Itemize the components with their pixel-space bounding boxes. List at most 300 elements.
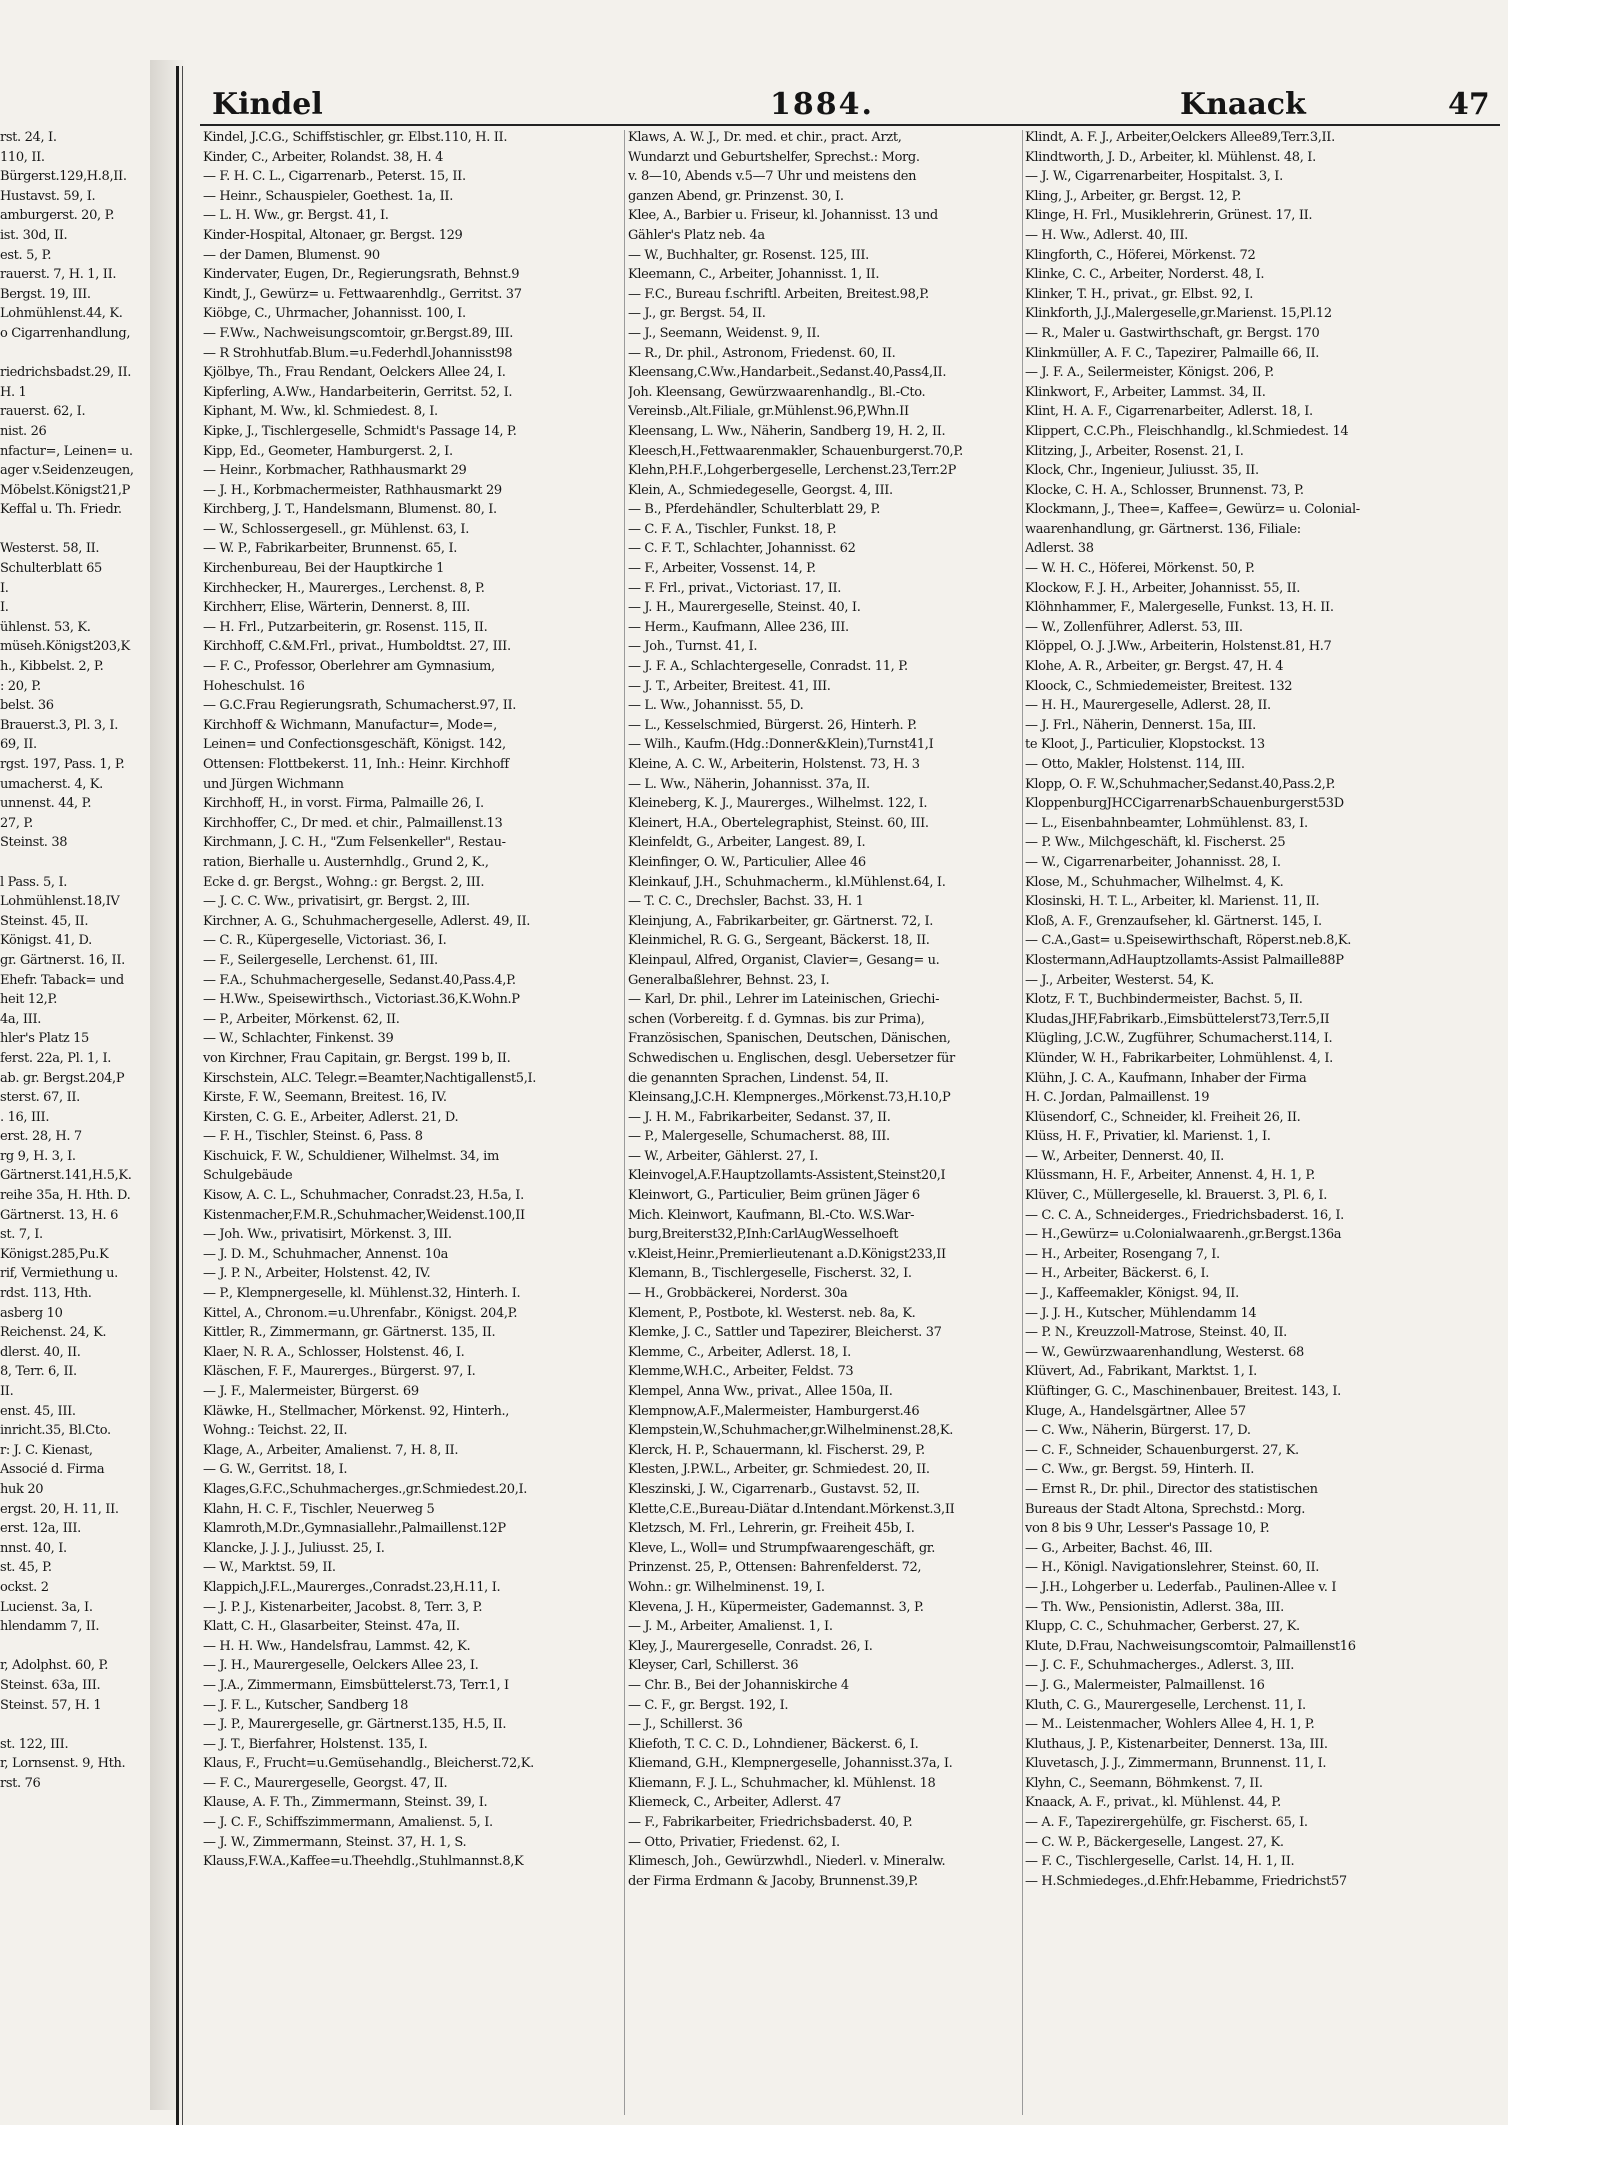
header-year: 1884. [770, 87, 874, 122]
directory-entry-line: — H., Arbeiter, Rosengang 7, I. [1025, 1246, 1220, 1262]
directory-entry-line: Kläwke, H., Stellmacher, Mörkenst. 92, Hinterh., [203, 1403, 510, 1419]
directory-entry-line: st. 7, I. [0, 1227, 43, 1243]
directory-column-1 [203, 128, 623, 1872]
directory-entry-line: — J. H., Maurergeselle, Oelckers Allee 23, I. [203, 1658, 479, 1674]
directory-entry-line: — J. T., Bierfahrer, Holstenst. 135, I. [203, 1736, 428, 1752]
directory-entry-line: — J., Kaffeemakler, Königst. 94, II. [1025, 1286, 1239, 1302]
directory-entry-line: nfactur=, Leinen= u. [0, 443, 133, 459]
directory-entry-line: Klinge, H. Frl., Musiklehrerin, Grünest. 17, II. [1025, 208, 1313, 224]
directory-entry-line: Klimesch, Joh., Gewürzwhdl., Niederl. v. Mineralw. [628, 1854, 946, 1870]
directory-entry-line: Kirchhoff, C.&M.Frl., privat., Humboldtst. 27, III. [203, 639, 511, 655]
directory-entry-line: Kleine, A. C. W., Arbeiterin, Holstenst. 73, H. 3 [628, 757, 920, 772]
directory-entry-line: Kleinfinger, O. W., Particulier, Allee 46 [628, 854, 866, 870]
directory-entry-line: belst. 36 [0, 698, 54, 714]
directory-entry-line: — F.C., Bureau f.schriftl. Arbeiten, Breitest.98,P. [628, 286, 929, 302]
directory-entry-line: — Wilh., Kaufm.(Hdg.:Donner&Klein),Turnst41,I [628, 737, 934, 753]
directory-entry-line: — W., Arbeiter, Gählerst. 27, I. [628, 1148, 818, 1164]
directory-entry-line: — G. W., Gerritst. 18, I. [203, 1462, 348, 1478]
directory-entry-line: Klemann, B., Tischlergeselle, Fischerst. 32, I. [628, 1266, 912, 1282]
directory-entry-line: Kloß, A. F., Grenzaufseher, kl. Gärtnerst. 145, I. [1025, 913, 1322, 929]
directory-entry-line: Klein, A., Schmiedegeselle, Georgst. 4, III. [628, 482, 893, 498]
directory-entry-line: — F., Fabrikarbeiter, Friedrichsbaderst. 40, P. [628, 1815, 913, 1831]
directory-entry-line: — J. H., Maurergeselle, Steinst. 40, I. [628, 600, 861, 616]
directory-entry-line: Königst.285,Pu.K [0, 1246, 109, 1262]
directory-entry-line: Wohng.: Teichst. 22, II. [203, 1423, 348, 1439]
directory-entry-line: dlerst. 40, II. [0, 1344, 81, 1360]
directory-entry-line: — W., Buchhalter, gr. Rosenst. 125, III. [628, 247, 869, 263]
directory-entry-line: rst. 76 [0, 1775, 41, 1791]
directory-entry-line: riedrichsbadst.29, II. [0, 365, 132, 381]
directory-entry-line [0, 520, 160, 540]
directory-entry-line: Klemme, C., Arbeiter, Adlerst. 18, I. [628, 1344, 851, 1360]
directory-entry-line: rg 9, H. 3, I. [0, 1148, 76, 1164]
directory-entry-line: — W. P., Fabrikarbeiter, Brunnenst. 65, I. [203, 541, 458, 557]
directory-entry-line: Klohe, A. R., Arbeiter, gr. Bergst. 47, H. 4 [1025, 659, 1284, 675]
header-rule [200, 124, 1500, 126]
directory-entry-line: I. [0, 580, 9, 596]
directory-entry-line: hlendamm 7, II. [0, 1619, 100, 1635]
directory-entry-line: h., Kibbelst. 2, P. [0, 659, 104, 675]
directory-entry-line: — C. F. A., Tischler, Funkst. 18, P. [628, 521, 837, 537]
directory-entry-line: KloppenburgJHCCigarrenarbSchauenburgerst53D [1025, 796, 1344, 812]
directory-entry-line: huk 20 [0, 1481, 44, 1497]
directory-entry-line: Klahn, H. C. F., Tischler, Neuerweg 5 [203, 1501, 435, 1517]
directory-entry-line: Kirchhecker, H., Maurerges., Lerchenst. 8, P. [203, 580, 485, 596]
directory-entry-line: Klindt, A. F. J., Arbeiter,Oelckers Allee89,Terr.3,II. [1025, 130, 1335, 145]
directory-entry-line: — H., Königl. Navigationslehrer, Steinst. 60, II. [1025, 1560, 1320, 1576]
directory-entry-line: — H., Grobbäckerei, Norderst. 30a [628, 1286, 848, 1302]
directory-entry-line: — F.Ww., Nachweisungscomtoir, gr.Bergst.89, III. [203, 325, 514, 341]
directory-entry-line: — H. H. Ww., Handelsfrau, Lammst. 42, K. [203, 1638, 471, 1654]
directory-entry-line: von 8 bis 9 Uhr, Lesser's Passage 10, P. [1025, 1521, 1270, 1537]
directory-entry-line: Ecke d. gr. Bergst., Wohng.: gr. Bergst. 2, III. [203, 874, 485, 890]
directory-entry-line: Vereinsb.,Alt.Filiale, gr.Mühlenst.96,P,Whn.II [628, 404, 909, 420]
directory-entry-line: — J. P. N., Arbeiter, Holstenst. 42, IV. [203, 1266, 431, 1282]
directory-entry-line: Kleemann, C., Arbeiter, Johannisst. 1, II. [628, 267, 880, 283]
directory-entry-line: Kittler, R., Zimmermann, gr. Gärtnerst. 135, II. [203, 1325, 496, 1341]
directory-entry-line: — C. Ww., Näherin, Bürgerst. 17, D. [1025, 1423, 1251, 1439]
directory-entry-line: Klempel, Anna Ww., privat., Allee 150a, II. [628, 1384, 893, 1399]
directory-entry-line: — Herm., Kaufmann, Allee 236, III. [628, 619, 849, 635]
directory-entry-line: Klappich,J.F.L.,Maurerges.,Conradst.23,H.11, I. [203, 1579, 501, 1595]
directory-entry-line: Klette,C.E.,Bureau-Diätar d.Intendant.Mörkenst.3,II [628, 1501, 955, 1517]
directory-entry-line: — L. Ww., Näherin, Johannisst. 37a, II. [628, 776, 870, 792]
directory-entry-line: Klint, H. A. F., Cigarrenarbeiter, Adlerst. 18, I. [1025, 404, 1313, 420]
directory-entry-line: rgst. 197, Pass. 1, P. [0, 757, 125, 772]
directory-entry-line: Kleinkauf, J.H., Schuhmacherm., kl.Mühlenst.64, I. [628, 874, 946, 890]
right-page-margin [1508, 0, 1600, 2177]
directory-entry-line: ergst. 20, H. 11, II. [0, 1501, 119, 1517]
directory-entry-line: Keffal u. Th. Friedr. [0, 502, 122, 518]
directory-entry-line: — W., Schlachter, Finkenst. 39 [203, 1031, 394, 1047]
directory-entry-line: Klemke, J. C., Sattler und Tapezirer, Bleicherst. 37 [628, 1325, 942, 1341]
directory-entry-line: Joh. Kleensang, Gewürzwaarenhandlg., Bl.-Cto. [628, 384, 926, 400]
directory-entry-line: — Heinr., Schauspieler, Goethest. 1a, II. [203, 188, 453, 204]
directory-entry-line: — J. W., Zimmermann, Steinst. 37, H. 1, S. [203, 1834, 467, 1850]
directory-entry-line: Wohn.: gr. Wilhelminenst. 19, I. [628, 1579, 825, 1595]
directory-entry-line: Klemme,W.H.C., Arbeiter, Feldst. 73 [628, 1364, 854, 1380]
directory-entry-line: Kinder, C., Arbeiter, Rolandst. 38, H. 4 [203, 149, 443, 165]
directory-entry-line: inricht.35, Bl.Cto. [0, 1423, 111, 1439]
directory-entry-line: erst. 28, H. 7 [0, 1129, 82, 1145]
directory-entry-line: te Kloot, J., Particulier, Klopstockst. 13 [1025, 737, 1265, 753]
directory-entry-line: rauerst. 62, I. [0, 404, 86, 420]
directory-entry-line: Ottensen: Flottbekerst. 11, Inh.: Heinr. Kirchhoff [203, 757, 509, 772]
directory-entry-line: müseh.Königst203,K [0, 639, 130, 655]
directory-entry-line [0, 344, 160, 364]
directory-entry-line: r: J. C. Kienast, [0, 1442, 93, 1458]
directory-entry-line: — M.. Leistenmacher, Wohlers Allee 4, H. 1, P. [1025, 1717, 1315, 1733]
directory-entry-line: st. 122, III. [0, 1736, 69, 1752]
directory-entry-line: Kirchner, A. G., Schuhmachergeselle, Adlerst. 49, II. [203, 913, 531, 929]
directory-entry-line: — J.H., Lohgerber u. Lederfab., Paulinen-Allee v. I [1025, 1579, 1337, 1595]
directory-entry-line: — F., Seilergeselle, Lerchenst. 61, III. [203, 952, 438, 968]
directory-entry-line: Kliemann, F. J. L., Schuhmacher, kl. Mühlenst. 18 [628, 1775, 936, 1791]
directory-entry-line: Klosinski, H. T. L., Arbeiter, kl. Marienst. 11, II. [1025, 894, 1320, 910]
directory-entry-line: — G., Arbeiter, Bachst. 46, III. [1025, 1540, 1213, 1556]
directory-entry-line: Klühn, J. C. A., Kaufmann, Inhaber der Firma [1025, 1070, 1307, 1086]
directory-entry-line: Klamroth,M.Dr.,Gymnasiallehr.,Palmaillenst.12P [203, 1521, 506, 1537]
directory-entry-line: 4a, III. [0, 1011, 42, 1027]
directory-entry-line: Gähler's Platz neb. 4a [628, 227, 765, 243]
directory-entry-line: Klaer, N. R. A., Schlosser, Holstenst. 46, I. [203, 1344, 465, 1360]
directory-entry-line: Kipferling, A.Ww., Handarbeiterin, Gerritst. 52, I. [203, 384, 513, 400]
directory-entry-line: Kleszinski, J. W., Cigarrenarb., Gustavst. 52, II. [628, 1481, 920, 1497]
directory-entry-line: l Pass. 5, I. [0, 874, 68, 890]
directory-entry-line: — C. W. P., Bäckergeselle, Langest. 27, K. [1025, 1834, 1284, 1850]
directory-entry-line: H. C. Jordan, Palmaillenst. 19 [1025, 1090, 1210, 1106]
directory-entry-line: v.Kleist,Heinr.,Premierlieutenant a.D.Königst233,II [628, 1246, 946, 1262]
directory-entry-line: burg,Breiterst32,P,Inh:CarlAugWesselhoeft [628, 1227, 899, 1243]
binding-gutter-line-inner [182, 66, 183, 2126]
directory-entry-line: Klippert, C.C.Ph., Fleischhandlg., kl.Schmiedest. 14 [1025, 423, 1349, 439]
directory-entry-line: nnst. 40, I. [0, 1540, 67, 1556]
directory-entry-line: Kleinert, H.A., Obertelegraphist, Steinst. 60, III. [628, 815, 929, 831]
directory-entry-line: Prinzenst. 25, P., Ottensen: Bahrenfelderst. 72, [628, 1560, 922, 1576]
directory-entry-line: — H. H., Maurergeselle, Adlerst. 28, II. [1025, 698, 1271, 714]
directory-entry-line: — H.Ww., Speisewirthsch., Victoriast.36,K.Wohn.P [203, 992, 520, 1008]
directory-entry-line: I. [0, 600, 9, 616]
directory-entry-line: — J. C. C. Ww., privatisirt, gr. Bergst. 2, III. [203, 894, 470, 910]
directory-entry-line: — B., Pferdehändler, Schulterblatt 29, P. [628, 502, 881, 518]
directory-entry-line: rauerst. 7, H. 1, II. [0, 267, 117, 283]
directory-entry-line: Kittel, A., Chronom.=u.Uhrenfabr., Königst. 204,P. [203, 1305, 518, 1321]
directory-entry-line: o Cigarrenhandlung, [0, 325, 131, 341]
directory-entry-line: Kirchhoff & Wichmann, Manufactur=, Mode=, [203, 717, 497, 733]
directory-entry-line: Wundarzt und Geburtshelfer, Sprechst.: Morg. [628, 149, 920, 165]
directory-entry-line: reihe 35a, H. Hth. D. [0, 1188, 131, 1204]
bottom-page-margin [0, 2125, 1600, 2177]
directory-entry-line: Klyhn, C., Seemann, Böhmkenst. 7, II. [1025, 1775, 1263, 1791]
directory-entry-line: — Joh. Ww., privatisirt, Mörkenst. 3, III. [203, 1227, 452, 1243]
directory-entry-line: 69, II. [0, 737, 37, 753]
directory-entry-line: — J. P. J., Kistenarbeiter, Jacobst. 8, Terr. 3, P. [203, 1599, 483, 1615]
directory-entry-line: — J. C. F., Schuhmacherges., Adlerst. 3, III. [1025, 1658, 1295, 1674]
directory-entry-line: Französischen, Spanischen, Deutschen, Dänischen, [628, 1031, 951, 1047]
directory-entry-line: Klaus, F., Frucht=u.Gemüsehandlg., Bleicherst.72,K. [203, 1756, 534, 1772]
page-header [200, 84, 1490, 126]
directory-entry-line: Kistenmacher,F.M.R.,Schuhmacher,Weidenst.100,II [203, 1207, 525, 1223]
directory-entry-line: Klügling, J.C.W., Zugführer, Schumacherst.114, I. [1025, 1031, 1333, 1047]
directory-entry-line: — T. C. C., Drechsler, Bachst. 33, H. 1 [628, 894, 864, 910]
directory-entry-line: — Joh., Turnst. 41, I. [628, 639, 758, 655]
directory-entry-line: — Chr. B., Bei der Johanniskirche 4 [628, 1677, 849, 1693]
directory-entry-line: — J. J. H., Kutscher, Mühlendamm 14 [1025, 1305, 1257, 1321]
directory-entry-line: — J. F. L., Kutscher, Sandberg 18 [203, 1697, 409, 1713]
directory-entry-line: — G.C.Frau Regierungsrath, Schumacherst.97, II. [203, 698, 517, 714]
directory-entry-line: r, Adolphst. 60, P. [0, 1658, 109, 1674]
directory-entry-line: — Otto, Privatier, Friedenst. 62, I. [628, 1834, 840, 1850]
directory-entry-line: erst. 12a, III. [0, 1521, 81, 1537]
directory-entry-line: — C. F. T., Schlachter, Johannisst. 62 [628, 541, 856, 557]
directory-entry-line: ab. gr. Bergst.204,P [0, 1070, 125, 1086]
directory-entry-line: — F. C., Tischlergeselle, Carlst. 14, H. 1, II. [1025, 1854, 1295, 1870]
directory-column-3 [1025, 128, 1500, 1891]
directory-entry-line: — F. C., Professor, Oberlehrer am Gymnasium, [203, 659, 495, 675]
page-number: 47 [1448, 87, 1490, 122]
directory-entry-line: — C. C. A., Schneiderges., Friedrichsbaderst. 16, I. [1025, 1207, 1344, 1223]
directory-entry-line: — J., Seemann, Weidenst. 9, II. [628, 325, 820, 341]
directory-entry-line: Klüss, H. F., Privatier, kl. Marienst. 1, I. [1025, 1129, 1271, 1145]
directory-entry-line: — Karl, Dr. phil., Lehrer im Lateinischen, Griechi- [628, 992, 940, 1008]
directory-entry-line: Klatt, C. H., Glasarbeiter, Steinst. 47a, II. [203, 1619, 460, 1635]
directory-entry-line: — J. F. A., Seilermeister, Königst. 206, P. [1025, 365, 1274, 381]
directory-entry-line: Kischuick, F. W., Schuldiener, Wilhelmst. 34, im [203, 1148, 499, 1164]
directory-entry-line: unnenst. 44, P. [0, 796, 92, 812]
directory-entry-line: II. [0, 1384, 14, 1399]
directory-entry-line: Schulterblatt 65 [0, 561, 102, 577]
directory-entry-line: — P., Malergeselle, Schumacherst. 88, III. [628, 1129, 890, 1145]
directory-entry-line: Klüver, C., Müllergeselle, kl. Brauerst. 3, Pl. 6, I. [1025, 1188, 1327, 1204]
directory-entry-line: — L., Eisenbahnbeamter, Lohmühlenst. 83, I. [1025, 815, 1308, 831]
directory-entry-line: Westerst. 58, II. [0, 541, 100, 557]
directory-entry-line: 27, P. [0, 815, 33, 831]
directory-entry-line: — Th. Ww., Pensionistin, Adlerst. 38a, III. [1025, 1599, 1284, 1615]
directory-entry-line: Lohmühlenst.44, K. [0, 306, 123, 322]
directory-entry-line: Klingforth, C., Höferei, Mörkenst. 72 [1025, 247, 1256, 263]
directory-entry-line: Klage, A., Arbeiter, Amalienst. 7, H. 8, II. [203, 1442, 459, 1458]
directory-entry-line: — C. F., Schneider, Schauenburgerst. 27, K. [1025, 1442, 1299, 1458]
directory-entry-line: — F., Arbeiter, Vossenst. 14, P. [628, 561, 816, 577]
directory-entry-line: Steinst. 45, II. [0, 913, 89, 929]
directory-entry-line: — C.A.,Gast= u.Speisewirthschaft, Röperst.neb.8,K. [1025, 933, 1352, 949]
directory-entry-line: nist. 26 [0, 423, 47, 439]
directory-entry-line: Klocke, C. H. A., Schlosser, Brunnenst. 73, P. [1025, 482, 1304, 498]
directory-entry-line: Klehn,P.H.F.,Lohgerbergeselle, Lerchenst.23,Terr.2P [628, 463, 956, 479]
directory-entry-line: Kindel, J.C.G., Schiffstischler, gr. Elbst.110, H. II. [203, 130, 508, 145]
directory-entry-line: — L. Ww., Johannisst. 55, D. [628, 698, 804, 714]
directory-entry-line: — J. G., Malermeister, Palmaillenst. 16 [1025, 1677, 1265, 1693]
directory-entry-line: — A. F., Tapezirergehülfe, gr. Fischerst. 65, I. [1025, 1815, 1308, 1831]
directory-entry-line: Kirchmann, J. C. H., "Zum Felsenkeller", Restau- [203, 835, 506, 851]
directory-entry-line: Klupp, C. C., Schuhmacher, Gerberst. 27, K. [1025, 1619, 1300, 1635]
directory-entry-line: Kjölbye, Th., Frau Rendant, Oelckers Allee 24, I. [203, 365, 506, 381]
directory-entry-line: Bergst. 19, III. [0, 286, 91, 302]
directory-entry-line: Klinkwort, F., Arbeiter, Lammst. 34, II. [1025, 384, 1266, 400]
directory-entry-line: — C. R., Küpergeselle, Victoriast. 36, I. [203, 933, 447, 949]
directory-entry-line: heit 12,P. [0, 992, 57, 1008]
directory-entry-line: — J., gr. Bergst. 54, II. [628, 306, 766, 322]
directory-column-cropped [0, 128, 160, 1793]
directory-entry-line: Steinst. 63a, III. [0, 1677, 101, 1693]
directory-entry-line: — W., Cigarrenarbeiter, Johannisst. 28, I. [1025, 854, 1281, 870]
directory-entry-line: Generalbaßlehrer, Behnst. 23, I. [628, 972, 830, 988]
directory-entry-line: — W., Gewürzwaarenhandlung, Westerst. 68 [1025, 1344, 1304, 1360]
directory-entry-line: — W., Marktst. 59, II. [203, 1560, 336, 1576]
directory-entry-line: Kley, J., Maurergeselle, Conradst. 26, I. [628, 1638, 873, 1654]
directory-entry-line: ist. 30d, II. [0, 227, 68, 243]
directory-entry-line [0, 853, 160, 873]
directory-entry-line: Kluth, C. G., Maurergeselle, Lerchenst. 11, I. [1025, 1697, 1306, 1713]
directory-entry-line: Klaws, A. W. J., Dr. med. et chir., pract. Arzt, [628, 130, 902, 145]
directory-entry-line: — J. T., Arbeiter, Breitest. 41, III. [628, 678, 831, 694]
directory-entry-line: — F. C., Maurergeselle, Georgst. 47, II. [203, 1775, 448, 1791]
directory-entry-line: Steinst. 38 [0, 835, 68, 851]
directory-entry-line: ockst. 2 [0, 1579, 49, 1595]
directory-entry-line: Klostermann,AdHauptzollamts-Assist Palmaille88P [1025, 952, 1344, 968]
directory-entry-line: Brauerst.3, Pl. 3, I. [0, 717, 118, 733]
directory-entry-line: H. 1 [0, 384, 27, 400]
directory-entry-line: Klock, Chr., Ingenieur, Juliusst. 35, II. [1025, 463, 1259, 479]
directory-entry-line: Möbelst.Königst21,P [0, 482, 131, 498]
directory-entry-line: umacherst. 4, K. [0, 776, 103, 792]
directory-entry-line: Klindtworth, J. D., Arbeiter, kl. Mühlenst. 48, I. [1025, 149, 1316, 165]
directory-entry-line: Kluge, A., Handelsgärtner, Allee 57 [1025, 1403, 1246, 1419]
directory-entry-line: : 20, P. [0, 678, 41, 694]
directory-entry-line: — J. H., Korbmachermeister, Rathhausmarkt 29 [203, 482, 502, 498]
directory-entry-line: Kirschstein, ALC. Telegr.=Beamter,Nachtigallenst5,I. [203, 1070, 537, 1086]
directory-entry-line: ühlenst. 53, K. [0, 619, 91, 635]
directory-entry-line: — R., Dr. phil., Astronom, Friedenst. 60, II. [628, 345, 896, 361]
directory-entry-line: Kleinjung, A., Fabrikarbeiter, gr. Gärtnerst. 72, I. [628, 913, 934, 929]
directory-entry-line: — der Damen, Blumenst. 90 [203, 247, 380, 263]
directory-entry-line: Klancke, J. J. J., Juliusst. 25, I. [203, 1540, 385, 1556]
directory-entry-line: Kiöbge, C., Uhrmacher, Johannisst. 100, I. [203, 306, 466, 322]
directory-entry-line: Kleinmichel, R. G. G., Sergeant, Bäckerst. 18, II. [628, 933, 930, 949]
directory-entry-line: — Otto, Makler, Holstenst. 114, III. [1025, 757, 1245, 772]
directory-entry-line [0, 1637, 160, 1657]
directory-entry-line: Klitzing, J., Arbeiter, Rosenst. 21, I. [1025, 443, 1244, 459]
directory-entry-line: Kliemand, G.H., Klempnergeselle, Johannisst.37a, I. [628, 1756, 953, 1772]
directory-entry-line: Klinkmüller, A. F. C., Tapezirer, Palmaille 66, II. [1025, 345, 1320, 361]
directory-entry-line: — P. Ww., Milchgeschäft, kl. Fischerst. 25 [1025, 835, 1286, 851]
directory-entry-line: von Kirchner, Frau Capitain, gr. Bergst. 199 b, II. [203, 1050, 511, 1066]
binding-gutter-line [176, 66, 179, 2126]
directory-entry-line: — P., Klempnergeselle, kl. Mühlenst.32, Hinterh. I. [203, 1286, 521, 1302]
directory-entry-line: Klockow, F. J. H., Arbeiter, Johannisst. 55, II. [1025, 580, 1301, 596]
directory-entry-line: Klempstein,W.,Schuhmacher,gr.Wilhelminenst.28,K. [628, 1423, 954, 1439]
directory-entry-line: Kindervater, Eugen, Dr., Regierungsrath, Behnst.9 [203, 267, 520, 283]
directory-entry-line: Klages,G.F.C.,Schuhmacherges.,gr.Schmiedest.20,I. [203, 1481, 528, 1497]
directory-entry-line: Kirchhoffer, C., Dr med. et chir., Palmaillenst.13 [203, 815, 503, 831]
directory-entry-line: Bürgerst.129,H.8,II. [0, 169, 127, 185]
directory-entry-line: der Firma Erdmann & Jacoby, Brunnenst.39,P. [628, 1873, 918, 1889]
directory-entry-line: Kludas,JHF,Fabrikarb.,Eimsbüttelerst73,Terr.5,II [1025, 1011, 1330, 1027]
directory-entry-line: Kleesch,H.,Fettwaarenmakler, Schauenburgerst.70,P. [628, 443, 963, 459]
directory-entry-line: sterst. 67, II. [0, 1090, 80, 1106]
directory-entry-line: Kipp, Ed., Geometer, Hamburgerst. 2, I. [203, 443, 453, 459]
directory-entry-line: die genannten Sprachen, Lindenst. 54, II. [628, 1070, 889, 1086]
directory-entry-line: — Heinr., Korbmacher, Rathhausmarkt 29 [203, 463, 467, 479]
directory-entry-line: — L. H. Ww., gr. Bergst. 41, I. [203, 208, 389, 224]
directory-entry-line: — J. F., Malermeister, Bürgerst. 69 [203, 1384, 419, 1399]
directory-entry-line: hler's Platz 15 [0, 1031, 89, 1047]
directory-entry-line: Hoheschulst. 16 [203, 678, 305, 694]
directory-entry-line: Knaack, A. F., privat., kl. Mühlenst. 44, P. [1025, 1795, 1281, 1811]
directory-entry-line: und Jürgen Wichmann [203, 776, 344, 792]
directory-entry-line: Klöhnhammer, F., Malergeselle, Funkst. 13, H. II. [1025, 600, 1334, 616]
directory-entry-line: Kleinvogel,A.F.Hauptzollamts-Assistent,Steinst20,I [628, 1168, 946, 1184]
directory-entry-line: Kipke, J., Tischlergeselle, Schmidt's Passage 14, P. [203, 423, 517, 439]
directory-entry-line: Klüvert, Ad., Fabrikant, Marktst. 1, I. [1025, 1364, 1257, 1380]
directory-entry-line: Adlerst. 38 [1025, 541, 1094, 557]
directory-entry-line: Königst. 41, D. [0, 933, 92, 949]
directory-column-2 [628, 128, 1023, 1891]
directory-entry-line: — H.,Gewürz= u.Colonialwaarenh.,gr.Bergst.136a [1025, 1227, 1342, 1243]
directory-entry-line: Klotz, F. T., Buchbindermeister, Bachst. 5, II. [1025, 992, 1303, 1008]
directory-entry-line: — J., Arbeiter, Westerst. 54, K. [1025, 972, 1214, 988]
directory-entry-line: Kirchenbureau, Bei der Hauptkirche 1 [203, 561, 445, 577]
directory-entry-line: Klockmann, J., Thee=, Kaffee=, Gewürz= u. Colonial- [1025, 502, 1360, 518]
directory-entry-line: Kläschen, F. F., Maurerges., Bürgerst. 97, I. [203, 1364, 476, 1380]
header-first-entry: Kindel [212, 87, 323, 122]
directory-entry-line: Kleyser, Carl, Schillerst. 36 [628, 1658, 799, 1674]
column-divider [624, 130, 625, 2115]
directory-entry-line: Kindt, J., Gewürz= u. Fettwaarenhdlg., Gerritst. 37 [203, 286, 522, 302]
directory-entry-line: — W., Schlossergesell., gr. Mühlenst. 63, I. [203, 521, 469, 537]
directory-entry-line: Klose, M., Schuhmacher, Wilhelmst. 4, K. [1025, 874, 1284, 890]
directory-entry-line: — H. Frl., Putzarbeiterin, gr. Rosenst. 115, II. [203, 619, 488, 635]
directory-entry-line: ganzen Abend, gr. Prinzenst. 30, I. [628, 188, 844, 204]
directory-entry-line: Kling, J., Arbeiter, gr. Bergst. 12, P. [1025, 188, 1242, 204]
directory-entry-line: — W. H. C., Höferei, Mörkenst. 50, P. [1025, 561, 1255, 577]
directory-entry-line: amburgerst. 20, P. [0, 208, 115, 224]
directory-entry-line: Kirchherr, Elise, Wärterin, Dennerst. 8, III. [203, 600, 470, 616]
directory-entry-line: Klute, D.Frau, Nachweisungscomtoir, Palmaillenst16 [1025, 1638, 1356, 1654]
directory-entry-line: 8, Terr. 6, II. [0, 1364, 77, 1380]
directory-entry-line: Reichenst. 24, K. [0, 1325, 107, 1341]
directory-entry-line: Kluthaus, J. P., Kistenarbeiter, Dennerst. 13a, III. [1025, 1736, 1328, 1752]
directory-entry-line: Hustavst. 59, I. [0, 188, 96, 204]
directory-entry-line: ferst. 22a, Pl. 1, I. [0, 1050, 112, 1066]
header-last-entry: Knaack [1180, 87, 1306, 122]
directory-entry-line: . 16, III. [0, 1109, 50, 1125]
directory-entry-line: rif, Vermiethung u. [0, 1266, 118, 1282]
directory-entry-line: Kleinpaul, Alfred, Organist, Clavier=, Gesang= u. [628, 952, 940, 968]
directory-entry-line: Schulgebäude [203, 1168, 293, 1184]
directory-entry-line: gr. Gärtnerst. 16, II. [0, 952, 125, 968]
directory-entry-line: Klopp, O. F. W.,Schuhmacher,Sedanst.40,Pass.2,P. [1025, 776, 1336, 792]
directory-entry-line: schen (Vorbereitg. f. d. Gymnas. bis zur Prima), [628, 1011, 925, 1027]
directory-entry-line: Kisow, A. C. L., Schuhmacher, Conradst.23, H.5a, I. [203, 1188, 524, 1204]
directory-entry-line: — J. C. F., Schiffszimmermann, Amalienst. 5, I. [203, 1815, 493, 1831]
directory-entry-line: v. 8—10, Abends v.5—7 Uhr und meistens den [628, 169, 917, 185]
directory-entry-line: asberg 10 [0, 1305, 63, 1321]
directory-entry-line: — C. Ww., gr. Bergst. 59, Hinterh. II. [1025, 1462, 1255, 1478]
directory-entry-line: st. 45, P. [0, 1560, 52, 1576]
directory-entry-line: — C. F., gr. Bergst. 192, I. [628, 1697, 789, 1713]
directory-entry-line: — J. H. M., Fabrikarbeiter, Sedanst. 37, II. [628, 1109, 891, 1125]
directory-entry-line: — P., Arbeiter, Mörkenst. 62, II. [203, 1011, 400, 1027]
directory-entry-line: Klinker, T. H., privat., gr. Elbst. 92, I. [1025, 286, 1254, 302]
directory-entry-line: — H. Ww., Adlerst. 40, III. [1025, 227, 1188, 243]
directory-entry-line: 110, II. [0, 149, 45, 165]
directory-entry-line: — L., Kesselschmied, Bürgerst. 26, Hinterh. P. [628, 717, 917, 733]
directory-entry-line: Kleinfeldt, G., Arbeiter, Langest. 89, I. [628, 835, 866, 851]
directory-entry-line: Klüftinger, G. C., Maschinenbauer, Breitest. 143, I. [1025, 1384, 1341, 1399]
directory-entry-line: Associé d. Firma [0, 1462, 105, 1478]
directory-entry-line: Klee, A., Barbier u. Friseur, kl. Johannisst. 13 und [628, 208, 938, 224]
